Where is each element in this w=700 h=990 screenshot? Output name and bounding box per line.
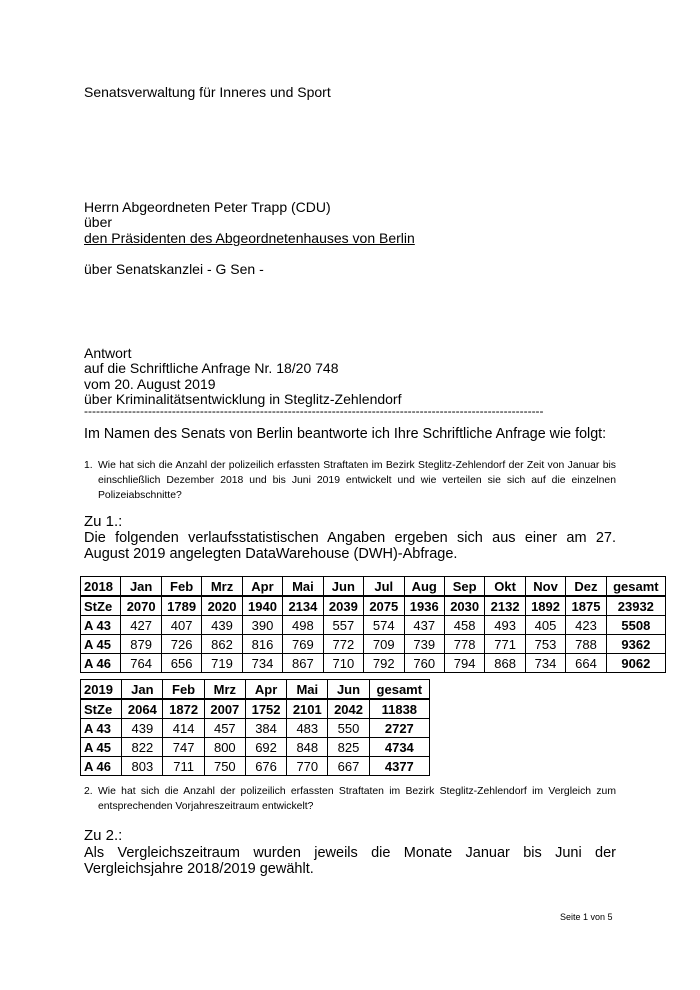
table-cell: 803	[122, 757, 163, 776]
table-cell: 794	[444, 654, 484, 673]
table-cell: 439	[122, 719, 163, 738]
table-cell: 2070	[121, 596, 161, 616]
table-cell: 2042	[328, 699, 369, 719]
table-cell: 11838	[369, 699, 429, 719]
table-header-cell: Nov	[525, 577, 565, 597]
table-cell: 710	[323, 654, 363, 673]
table-cell: 405	[525, 616, 565, 635]
table-header-cell: Dez	[566, 577, 606, 597]
table-cell: 414	[163, 719, 204, 738]
table-cell: A 45	[81, 635, 121, 654]
table-header-cell: Mrz	[204, 680, 245, 700]
separator-line: -------------------------------------------------------------------------------------------------------------------	[84, 404, 544, 418]
question-1-number: 1.	[84, 460, 93, 471]
table-cell: 4734	[369, 738, 429, 757]
table-row	[81, 654, 666, 673]
table-cell: 23932	[606, 596, 665, 616]
table-cell: 5508	[606, 616, 665, 635]
table-cell: 656	[161, 654, 201, 673]
table-cell: 407	[161, 616, 201, 635]
table-header-cell: Jul	[364, 577, 404, 597]
table-cell: 734	[525, 654, 565, 673]
table-header-cell: Aug	[404, 577, 444, 597]
table-cell: 2030	[444, 596, 484, 616]
table-cell: 498	[283, 616, 323, 635]
table-cell: A 45	[81, 738, 122, 757]
table-cell: 739	[404, 635, 444, 654]
table-cell: A 43	[81, 719, 122, 738]
table-cell: 423	[566, 616, 606, 635]
table-cell: 1892	[525, 596, 565, 616]
table-cell: 769	[283, 635, 323, 654]
table-cell: 2134	[283, 596, 323, 616]
table-cell: 1936	[404, 596, 444, 616]
table-cell: 772	[323, 635, 363, 654]
table-cell: 770	[287, 757, 328, 776]
table-cell: 848	[287, 738, 328, 757]
table-cell: 493	[485, 616, 525, 635]
answer-1-heading: Zu 1.:	[84, 513, 123, 530]
table-header-cell: 2019	[81, 680, 122, 700]
answer-header-line-3: vom 20. August 2019	[84, 376, 216, 392]
table-cell: 9062	[606, 654, 665, 673]
table-cell: 760	[404, 654, 444, 673]
table-cell: 867	[283, 654, 323, 673]
table-header-cell: Jan	[121, 577, 161, 597]
table-cell: 734	[242, 654, 282, 673]
table-cell: 2020	[202, 596, 242, 616]
table-cell: 9362	[606, 635, 665, 654]
answer-header-line-2: auf die Schriftliche Anfrage Nr. 18/20 748	[84, 360, 339, 376]
table-row	[81, 635, 666, 654]
recipient-line-4: über Senatskanzlei - G Sen -	[84, 261, 264, 277]
table-header-cell: Mrz	[202, 577, 242, 597]
table-cell: 1872	[163, 699, 204, 719]
table-cell: 458	[444, 616, 484, 635]
table-cell: A 46	[81, 757, 122, 776]
table-header-cell: Jun	[328, 680, 369, 700]
table-cell: 862	[202, 635, 242, 654]
table-cell: 667	[328, 757, 369, 776]
table-row	[81, 738, 430, 757]
intro-text: Im Namen des Senats von Berlin beantworte ich Ihre Schriftliche Anfrage wie folgt:	[84, 426, 607, 442]
table-2018	[80, 576, 666, 673]
table-cell: 692	[245, 738, 286, 757]
table-cell: 2007	[204, 699, 245, 719]
question-2-number: 2.	[84, 786, 93, 797]
table-cell: 457	[204, 719, 245, 738]
table-header-cell: gesamt	[369, 680, 429, 700]
table-cell: 550	[328, 719, 369, 738]
table-cell: 574	[364, 616, 404, 635]
table-cell: 726	[161, 635, 201, 654]
table-cell: 2101	[287, 699, 328, 719]
table-cell: StZe	[81, 699, 122, 719]
page-number: Seite 1 von 5	[560, 912, 613, 922]
table-cell: 711	[163, 757, 204, 776]
table-cell: 437	[404, 616, 444, 635]
question-1	[84, 458, 616, 503]
table-header-cell: Apr	[242, 577, 282, 597]
answer-2-text: Als Vergleichszeitraum wurden jeweils die Monate Januar bis Juni der Vergleichsjahre 2018/2019 gewählt.	[84, 845, 616, 877]
table-cell: 747	[163, 738, 204, 757]
table-cell: 753	[525, 635, 565, 654]
table-header-cell: Feb	[161, 577, 201, 597]
answer-header-line-1: Antwort	[84, 345, 132, 361]
table-cell: 879	[121, 635, 161, 654]
table-cell: 792	[364, 654, 404, 673]
answer-1-text: Die folgenden verlaufsstatistischen Angaben ergeben sich aus einer am 27. August 2019 angelegten DataWarehouse (DWH)-Abfrage.	[84, 530, 616, 562]
table-cell: 4377	[369, 757, 429, 776]
table-header-cell: gesamt	[606, 577, 665, 597]
table-row	[81, 596, 666, 616]
table-header-cell: Jun	[323, 577, 363, 597]
table-cell: 483	[287, 719, 328, 738]
table-header-cell: Sep	[444, 577, 484, 597]
table-header-cell: 2018	[81, 577, 121, 597]
table-header-cell: Apr	[245, 680, 286, 700]
table-header-cell: Feb	[163, 680, 204, 700]
table-2019	[80, 679, 430, 776]
table-cell: 764	[121, 654, 161, 673]
table-header-row	[81, 577, 666, 597]
table-cell: A 43	[81, 616, 121, 635]
sender-line: Senatsverwaltung für Inneres und Sport	[84, 84, 331, 100]
question-1-text: Wie hat sich die Anzahl der polizeilich erfassten Straftaten im Bezirk Steglitz-Zehlendorf der Zeit von Januar bis einschließlich Dezember 2018 und bis Juni 2019 entwickelt und wie verteilen sie sich auf die einzelnen Polizeiabschnitte?	[98, 460, 616, 501]
table-cell: 2075	[364, 596, 404, 616]
table-cell: 427	[121, 616, 161, 635]
table-header-cell: Mai	[283, 577, 323, 597]
answer-header-line-4: über Kriminalitätsentwicklung in Steglitz-Zehlendorf	[84, 391, 402, 407]
table-cell: 1789	[161, 596, 201, 616]
table-cell: 557	[323, 616, 363, 635]
table-cell: 822	[122, 738, 163, 757]
question-2	[84, 784, 616, 814]
recipient-line-2: über	[84, 214, 113, 230]
table-header-cell: Jan	[122, 680, 163, 700]
table-cell: 816	[242, 635, 282, 654]
table-cell: 2039	[323, 596, 363, 616]
table-header-cell: Mai	[287, 680, 328, 700]
table-row	[81, 616, 666, 635]
table-cell: 771	[485, 635, 525, 654]
recipient-line-1: Herrn Abgeordneten Peter Trapp (CDU)	[84, 199, 331, 215]
table-cell: 384	[245, 719, 286, 738]
table-cell: 439	[202, 616, 242, 635]
table-header-cell: Okt	[485, 577, 525, 597]
table-cell: 676	[245, 757, 286, 776]
table-cell: 2727	[369, 719, 429, 738]
table-row	[81, 757, 430, 776]
table-cell: 868	[485, 654, 525, 673]
table-cell: 709	[364, 635, 404, 654]
table-cell: 778	[444, 635, 484, 654]
table-header-row	[81, 680, 430, 700]
table-cell: 825	[328, 738, 369, 757]
table-cell: A 46	[81, 654, 121, 673]
table-cell: 719	[202, 654, 242, 673]
table-cell: 2132	[485, 596, 525, 616]
table-cell: 1752	[245, 699, 286, 719]
table-cell: 800	[204, 738, 245, 757]
table-cell: 390	[242, 616, 282, 635]
table-cell: 788	[566, 635, 606, 654]
table-cell: 750	[204, 757, 245, 776]
table-cell: StZe	[81, 596, 121, 616]
table-cell: 664	[566, 654, 606, 673]
table-cell: 1875	[566, 596, 606, 616]
answer-2-heading: Zu 2.:	[84, 827, 123, 844]
table-row	[81, 699, 430, 719]
recipient-line-3: den Präsidenten des Abgeordnetenhauses von Berlin	[84, 230, 415, 246]
question-2-text: Wie hat sich die Anzahl der polizeilich erfassten Straftaten im Bezirk Steglitz-Zehlendorf im Vergleich zum entsprechenden Vorjahreszeitraum entwickelt?	[98, 786, 616, 812]
table-row	[81, 719, 430, 738]
table-cell: 2064	[122, 699, 163, 719]
table-cell: 1940	[242, 596, 282, 616]
